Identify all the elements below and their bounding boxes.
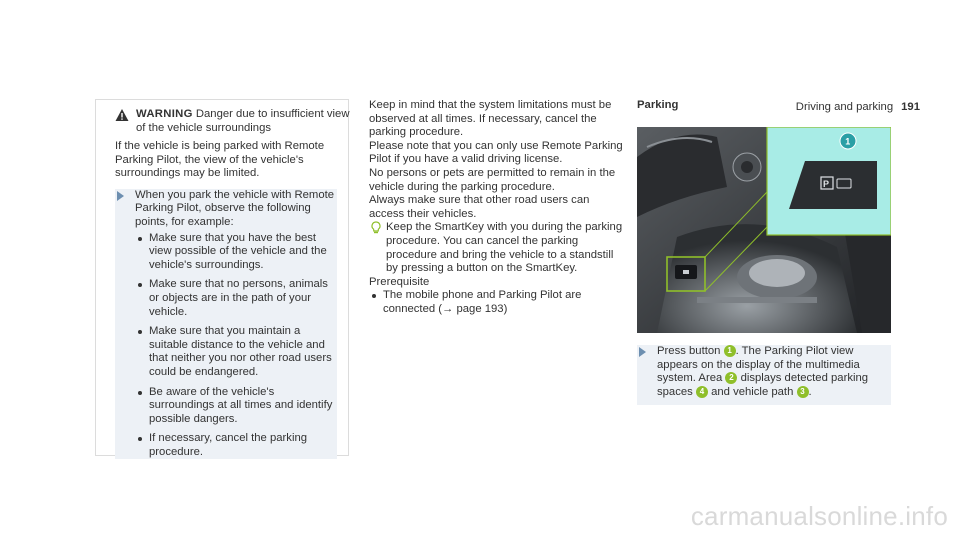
page-header (796, 101, 920, 115)
callout-2: 2 (725, 372, 737, 384)
callout-1: 1 (724, 345, 736, 357)
arrow-icon (117, 191, 124, 201)
section-heading: Parking (637, 99, 679, 111)
paragraph: No persons or pets are permitted to remain in the vehicle during the parking procedure. (369, 166, 616, 193)
instruction-block (115, 189, 337, 460)
warning-box (95, 99, 349, 456)
svg-text:P: P (823, 179, 830, 189)
warning-triangle-icon (115, 108, 129, 122)
list-item: Make sure that you have the best view possible of the vehicle and the vehicle's surroundings. (135, 232, 337, 273)
list-item: Be aware of the vehicle's surroundings at all times and identify possible dangers. (135, 386, 337, 427)
paragraph: Keep in mind that the system limitations must be observed at all times. If necessary, cancel the parking procedure. (369, 99, 612, 139)
paragraph: Please note that you can only use Remote Parking Pilot if you have a valid driving license. (369, 139, 623, 166)
warning-body (115, 140, 337, 459)
info-icon (370, 221, 382, 234)
callout-4: 4 (696, 386, 708, 398)
paragraph: Always make sure that other road users can access their vehicles. (369, 194, 590, 220)
step-text: Press button 1 . The Parking Pilot view appears on the display of the multimedia system. Area 2 displays detected parking spaces 4 and vehicle path 3 . (657, 345, 869, 398)
warning-title: Danger due to insufficient view of the vehicle surroundings (136, 108, 350, 134)
figure-callout: 1 (845, 136, 851, 147)
prerequisite-list (369, 289, 625, 316)
warning-intro: If the vehicle is being parked with Remote Parking Pilot, the view of the vehicle's surroundings may be limited. (115, 140, 325, 180)
info-note (369, 221, 625, 275)
arrow-icon (639, 347, 646, 357)
note-text: Keep the SmartKey with you during the parking procedure. You can cancel the parking procedure and bring the vehicle to a standstill by pressing a button on the SmartKey. (386, 221, 623, 275)
section-title: Driving and parking (795, 101, 894, 113)
callout-3: 3 (797, 386, 809, 398)
watermark: carmanualsonline.info (690, 501, 948, 531)
instruction-step (115, 189, 337, 230)
warning-label: WARNING (136, 108, 193, 120)
console-photo (637, 127, 891, 333)
bullet-list (115, 232, 337, 460)
page-number: 191 (901, 101, 920, 113)
list-item: Make sure that you maintain a suitable distance to the vehicle and that neither you nor other road users could be endangered. (135, 325, 337, 379)
instruction-text: When you park the vehicle with Remote Parking Pilot, observe the following points, for example: (135, 188, 335, 228)
instruction-block (637, 345, 891, 405)
list-item: Make sure that no persons, animals or objects are in the path of your vehicle. (135, 278, 337, 319)
console-illustration (637, 127, 891, 333)
list-item: If necessary, cancel the parking procedure. (135, 432, 337, 459)
middle-column (369, 99, 625, 317)
instruction-step (637, 345, 891, 405)
list-item: The mobile phone and Parking Pilot are connected (→ page 193) (369, 289, 625, 316)
prerequisite-label: Prerequisite (369, 275, 430, 288)
